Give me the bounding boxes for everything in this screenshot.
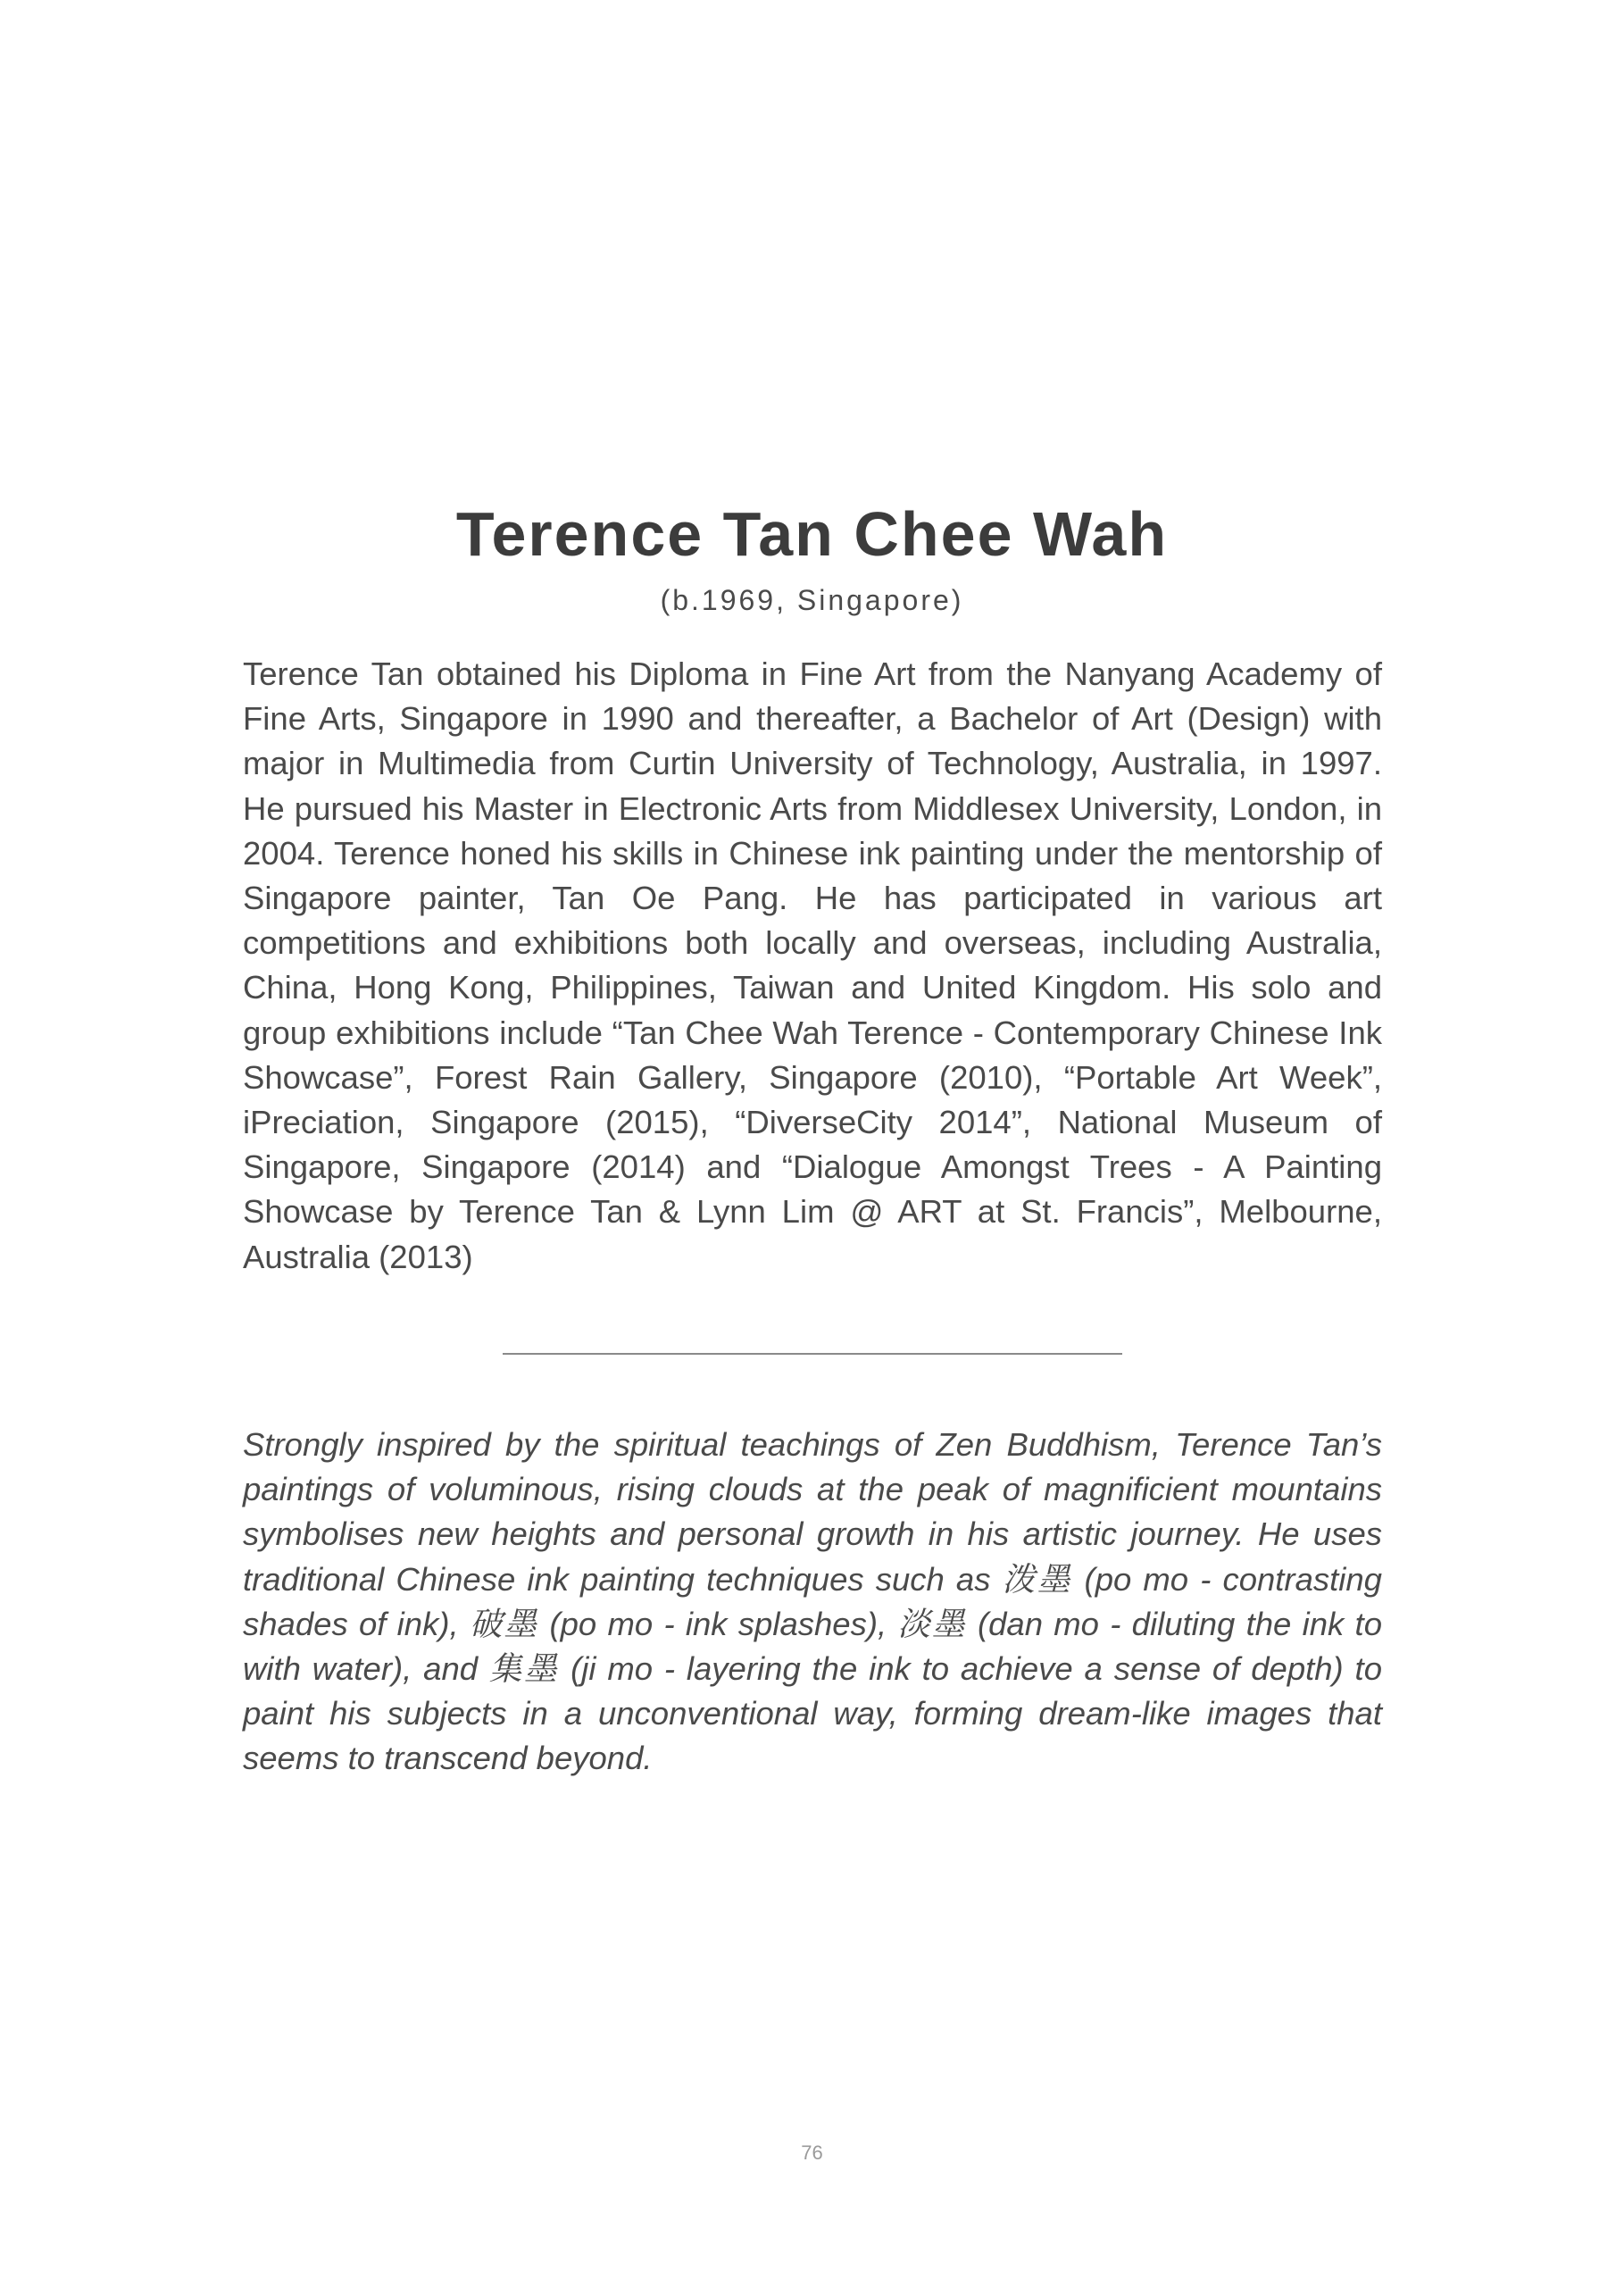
artist-statement: Strongly inspired by the spiritual teachings of Zen Buddhism, Terence Tan’s paintings of voluminous, rising clouds at the peak of magnificient mountains symbolises new heights and personal growth in his artistic journey. He uses traditional Chinese ink painting techniques such as 泼墨 (po mo - contrasting shades of ink), 破墨 (po mo - ink splashes), 淡墨 (dan mo - diluting the ink to with water), and 集墨 (ji mo - layering the ink to achieve a sense of depth) to paint his subjects in a unconventional way, forming dream-like images that seems to transcend beyond. bbox=[243, 1426, 1382, 1777]
artist-birth-info: (b.1969, Singapore) bbox=[660, 584, 964, 616]
section-divider bbox=[503, 1353, 1122, 1355]
page-number: 76 bbox=[801, 2141, 823, 2164]
artist-name: Terence Tan Chee Wah bbox=[455, 499, 1169, 569]
artist-biography: Terence Tan obtained his Diploma in Fine Art from the Nanyang Academy of Fine Arts, Singapore in 1990 and thereafter, a Bachelor of Art (Design) with major in Multimedia from Curtin University of Technology, Australia, in 1997. He pursued his Master in Electronic Arts from Middlesex University, London, in 2004. Terence honed his skills in Chinese ink painting under the mentorship of Singapore painter, Tan Oe Pang. He has participated in various art competitions and exhibitions both locally and overseas, including Australia, China, Hong Kong, Philippines, Taiwan and United Kingdom. His solo and group exhibitions include “Tan Chee Wah Terence - Contemporary Chinese Ink Showcase”, Forest Rain Gallery, Singapore (2010), “Portable Art Week”, iPreciation, Singapore (2015), “DiverseCity 2014”, National Museum of Singapore, Singapore (2014) and “Dialogue Amongst Trees - A Painting Showcase by Terence Tan & Lynn Lim @ ART at St. Francis”, Melbourne, Australia (2013) bbox=[243, 655, 1382, 1275]
